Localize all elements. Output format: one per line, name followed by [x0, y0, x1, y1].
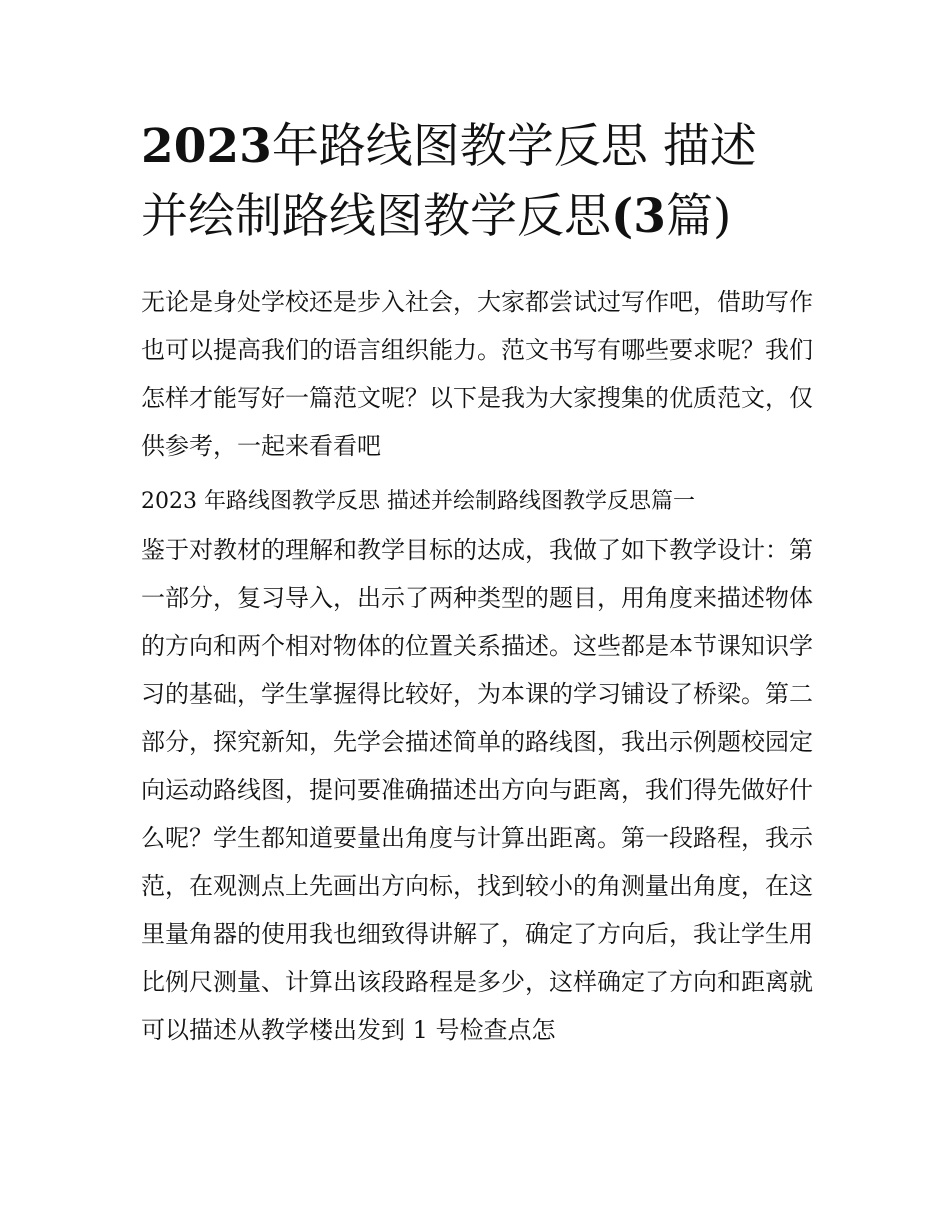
body-paragraph: 鉴于对教材的理解和教学目标的达成，我做了如下教学设计：第一部分，复习导入，出示了两种类型的题目，用角度来描述物体的方向和两个相对物体的位置关系描述。这些都是本节课知识学习的基础，学生掌握得比较好，为本课的学习铺设了桥梁。第二部分，探究新知，先学会描述简单的路线图，我出示例题校园定向运动路线图，提问要准确描述出方向与距离，我们得先做好什么呢？学生都知道要量出角度与计算出距离。第一段路程，我示范，在观测点上先画出方向标，找到较小的角测量出角度，在这里量角器的使用我也细致得讲解了，确定了方向后，我让学生用比例尺测量、计算出该段路程是多少，这样确定了方向和距离就可以描述从教学楼出发到 1 号检查点怎 [141, 536, 813, 1044]
title-line-2 [141, 182, 821, 252]
title-year: 2023 [141, 119, 272, 174]
title-line-2-tail: 篇) [665, 189, 732, 244]
intro-paragraph: 无论是身处学校还是步入社会，大家都尝试过写作吧，借助写作也可以提高我们的语言组织能力。范文书写有哪些要求呢？我们怎样才能写好一篇范文呢？以下是我为大家搜集的优质范文，仅供参考，一起来看看吧 [141, 288, 813, 460]
title-count: (3 [611, 189, 666, 244]
title-line-1 [141, 112, 821, 182]
title-line-1-text: 年路线图教学反思 描述 [271, 119, 757, 174]
document-title [141, 112, 821, 252]
title-line-2-text: 并绘制路线图教学反思 [141, 189, 611, 244]
section-heading: 2023 年路线图教学反思 描述并绘制路线图教学反思篇一 [141, 489, 695, 514]
